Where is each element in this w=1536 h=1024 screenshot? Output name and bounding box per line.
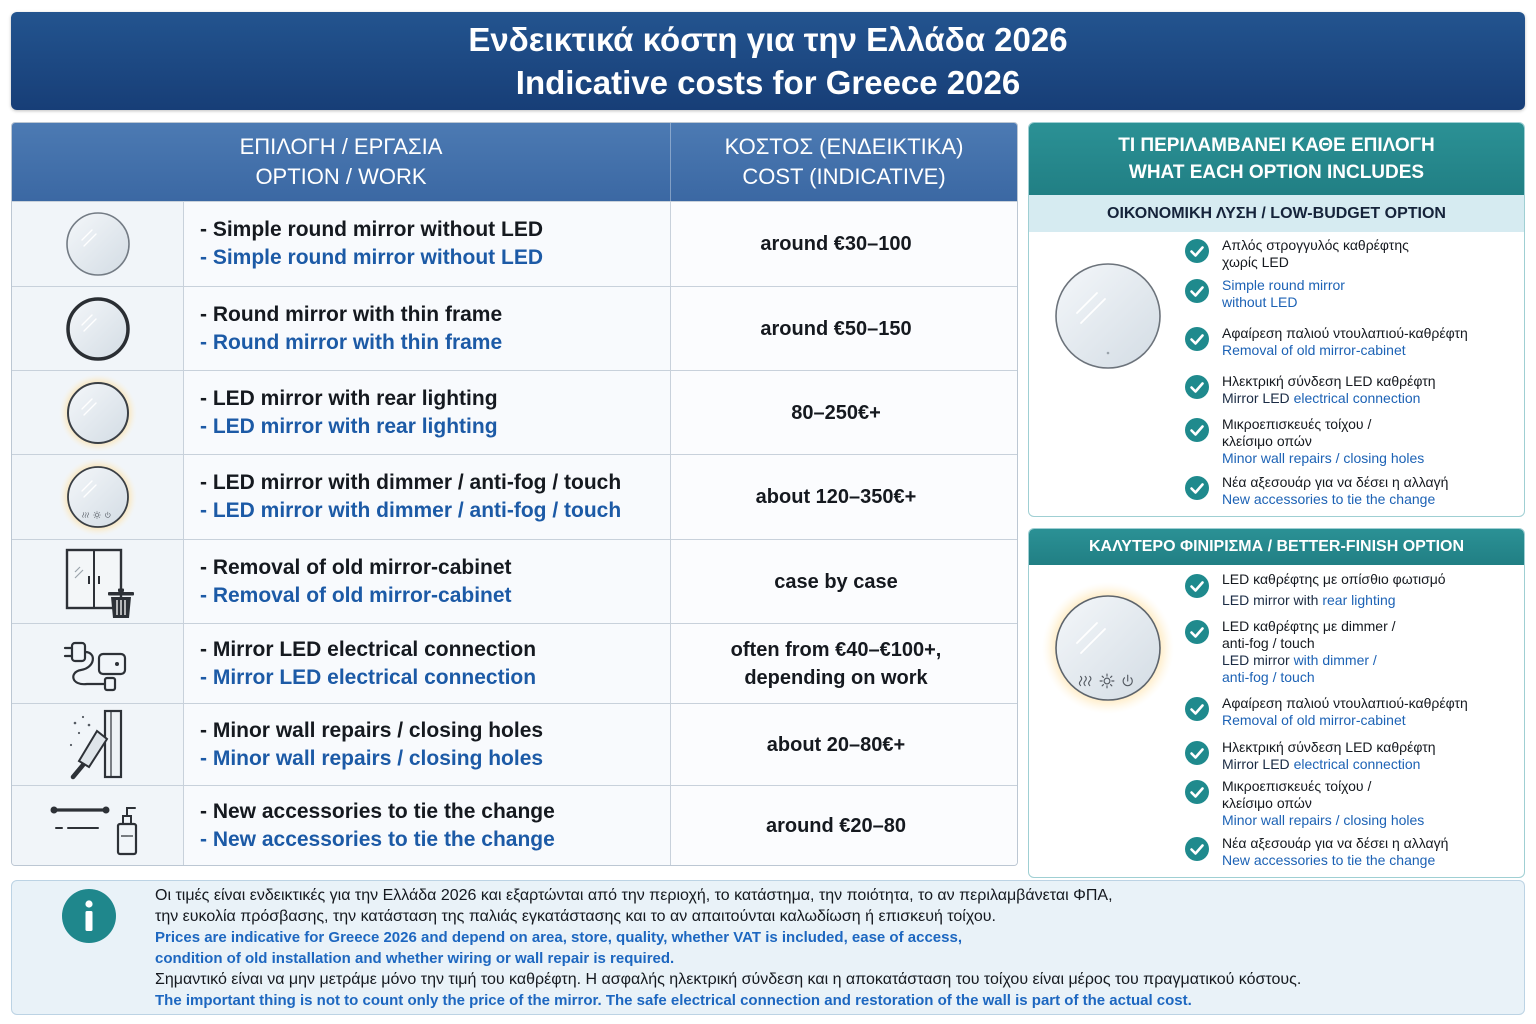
- include-item-english-part: with dimmer /: [1293, 652, 1377, 668]
- check-icon: [1185, 837, 1209, 861]
- bathroom-accessories-icon: [48, 786, 148, 866]
- option-label-translation: - LED mirror with dimmer / anti-fog / touch: [200, 499, 622, 522]
- include-item-english-part: electrical connection: [1293, 390, 1421, 406]
- smart-led-mirror-icon: [1041, 581, 1175, 715]
- option-label-translation: - LED mirror with rear lighting: [200, 414, 498, 438]
- cost-value: about 20–80€+: [766, 733, 906, 756]
- include-item-english: [1222, 590, 1446, 611]
- led-backlit-mirror-icon: [53, 373, 143, 453]
- note-line-english: condition of old installation and whether wiring or wall repair is required.: [155, 950, 675, 967]
- note-line-english: The important thing is not to count only the price of the mirror. The safe electrical connection and restoration of the wall is part of the actual cost.: [155, 992, 1192, 1009]
- include-item-greek: Ηλεκτρική σύνδεση LED καθρέφτη: [1222, 373, 1436, 389]
- check-icon: [1185, 239, 1209, 263]
- option-label-translation: - New accessories to tie the change: [200, 827, 555, 851]
- framed-round-mirror-icon: [53, 289, 143, 369]
- include-item-english: Minor wall repairs / closing holes: [1222, 450, 1425, 466]
- disclaimer-note: [11, 880, 1525, 1015]
- include-item: [1185, 778, 1424, 829]
- check-icon: [1185, 279, 1209, 303]
- column-header-cost: [671, 123, 1017, 201]
- option-label: - Minor wall repairs / closing holes: [200, 718, 544, 742]
- option-label: - New accessories to tie the change: [200, 799, 555, 823]
- include-item-english-part: Mirror LED: [1222, 756, 1294, 772]
- page-title-greek: Ενδεικτικά κόστη για την Ελλάδα 2026: [468, 21, 1068, 58]
- table-row-cost: [671, 286, 1017, 370]
- include-item: [1185, 618, 1396, 686]
- include-item: [1185, 416, 1424, 467]
- include-item: [1185, 739, 1436, 773]
- cost-value: 80–250€+: [791, 401, 881, 424]
- include-item-greek: Μικροεπισκευές τοίχου /: [1222, 416, 1372, 432]
- includes-panel-title: [1029, 123, 1524, 195]
- option-label-translation: - Round mirror with thin frame: [200, 330, 503, 354]
- include-item-greek: anti-fog / touch: [1222, 635, 1315, 651]
- check-icon: [1185, 476, 1209, 500]
- cost-table: [11, 122, 1018, 866]
- table-row-icon-cell: [12, 201, 184, 286]
- check-icon: [1185, 574, 1209, 598]
- includes-panel-better-finish: [1028, 528, 1525, 878]
- include-item-english: [1222, 652, 1396, 669]
- page-title-english: Indicative costs for Greece 2026: [515, 64, 1021, 101]
- include-item-english: without LED: [1222, 294, 1298, 310]
- cost-value-note: depending on work: [744, 666, 928, 689]
- table-row-option: [184, 286, 671, 370]
- check-icon: [1185, 780, 1209, 804]
- option-label-translation: - Minor wall repairs / closing holes: [200, 746, 544, 770]
- include-item-greek: χωρίς LED: [1222, 254, 1289, 270]
- include-item-greek: Μικροεπισκευές τοίχου /: [1222, 778, 1372, 794]
- includes-title-english: WHAT EACH OPTION INCLUDES: [1128, 162, 1425, 183]
- table-row-cost: [671, 201, 1017, 286]
- table-row-icon-cell: [12, 454, 184, 539]
- include-item-greek: Ηλεκτρική σύνδεση LED καθρέφτη: [1222, 739, 1436, 755]
- check-icon: [1185, 697, 1209, 721]
- include-item-greek: κλείσιμο οπών: [1222, 795, 1312, 811]
- include-item-english: Removal of old mirror-cabinet: [1222, 712, 1406, 728]
- include-item-greek: Νέα αξεσουάρ για να δέσει η αλλαγή: [1222, 835, 1449, 851]
- title-banner: [11, 12, 1525, 110]
- column-header-cost-greek: ΚΟΣΤΟΣ (ΕΝΔΕΙΚΤΙΚΑ): [724, 134, 964, 159]
- option-label-translation: - Mirror LED electrical connection: [200, 665, 537, 689]
- include-item-english: Removal of old mirror-cabinet: [1222, 342, 1406, 358]
- include-item: [1185, 325, 1468, 359]
- table-row-icon-cell: [12, 623, 184, 703]
- cost-value: around €50–150: [760, 317, 912, 340]
- cost-value: case by case: [774, 570, 898, 593]
- better-finish-heading: ΚΑΛΥΤΕΡΟ ΦΙΝΙΡΙΣΜΑ / BETTER-FINISH OPTION: [1029, 529, 1524, 565]
- column-header-option-english: OPTION / WORK: [255, 164, 427, 189]
- table-row-option: [184, 454, 671, 539]
- include-item-english: New accessories to tie the change: [1222, 852, 1436, 868]
- include-item-greek: Νέα αξεσουάρ για να δέσει η αλλαγή: [1222, 474, 1449, 490]
- table-row-option: [184, 201, 671, 286]
- table-row-option: [184, 785, 671, 865]
- include-item-greek: LED καθρέφτης με dimmer /: [1222, 618, 1396, 634]
- include-item: [1185, 373, 1436, 407]
- option-label-translation: - Removal of old mirror-cabinet: [200, 583, 512, 607]
- check-icon: [1185, 741, 1209, 765]
- table-row-cost: [671, 785, 1017, 865]
- table-row-icon-cell: [12, 286, 184, 370]
- check-icon: [1185, 418, 1209, 442]
- info-icon: [62, 889, 116, 943]
- table-row-icon-cell: [12, 370, 184, 454]
- include-item-english: Minor wall repairs / closing holes: [1222, 812, 1425, 828]
- cost-value: around €20–80: [765, 814, 907, 837]
- table-row-cost: [671, 539, 1017, 623]
- include-item-greek: κλείσιμο οπών: [1222, 433, 1312, 449]
- include-item-english: [1222, 756, 1436, 773]
- include-item-greek: Απλός στρογγυλός καθρέφτης: [1222, 237, 1409, 253]
- table-row-cost: [671, 623, 1017, 703]
- column-header-option-greek: ΕΠΙΛΟΓΗ / ΕΡΓΑΣΙΑ: [239, 134, 443, 159]
- include-item-greek: LED καθρέφτης με οπίσθιο φωτισμό: [1222, 571, 1446, 587]
- includes-panel-low-budget: [1028, 122, 1525, 517]
- include-item: [1185, 474, 1448, 508]
- include-item-english-part: rear lighting: [1322, 592, 1396, 608]
- round-mirror-icon: [1047, 255, 1169, 377]
- table-row-icon-cell: [12, 703, 184, 785]
- option-label: - Simple round mirror without LED: [200, 218, 543, 241]
- electrical-plug-icon: [53, 624, 143, 704]
- note-line-greek: Οι τιμές είναι ενδεικτικές για την Ελλάδα 2026 και εξαρτώνται από την περιοχή, το κατάστημα, την ποιότητα, το αν περιλαμβάνεται ΦΠΑ,: [155, 887, 1113, 904]
- include-item: [1185, 277, 1345, 311]
- column-header-option: [12, 123, 671, 201]
- option-label: - LED mirror with dimmer / anti-fog / touch: [200, 471, 622, 494]
- include-item-english: [1222, 390, 1436, 407]
- include-item-english-part: LED mirror with: [1222, 592, 1323, 608]
- include-item-english: [1222, 669, 1396, 686]
- include-item-english-part: Mirror LED: [1222, 390, 1294, 406]
- table-row-cost: [671, 454, 1017, 539]
- table-row-option: [184, 370, 671, 454]
- cost-value: often from €40–€100+,: [730, 638, 942, 661]
- option-label: - LED mirror with rear lighting: [200, 386, 498, 410]
- cabinet-removal-icon: [53, 542, 143, 622]
- include-item-greek: Αφαίρεση παλιού ντουλαπιού-καθρέφτη: [1222, 695, 1468, 711]
- smart-led-mirror-icon: [53, 457, 143, 537]
- option-label: - Round mirror with thin frame: [200, 302, 503, 326]
- table-row-cost: [671, 370, 1017, 454]
- include-item: [1185, 695, 1468, 729]
- table-row-cost: [671, 703, 1017, 785]
- check-icon: [1185, 620, 1209, 644]
- include-item-english-part: anti-fog / touch: [1222, 669, 1315, 685]
- table-row-icon-cell: [12, 539, 184, 623]
- include-item-greek: Αφαίρεση παλιού ντουλαπιού-καθρέφτη: [1222, 325, 1468, 341]
- table-row-option: [184, 703, 671, 785]
- check-icon: [1185, 375, 1209, 399]
- include-item: [1185, 835, 1448, 869]
- include-item: [1185, 569, 1446, 611]
- wall-repair-icon: [53, 705, 143, 785]
- table-row-option: [184, 539, 671, 623]
- include-item: [1185, 237, 1409, 271]
- note-line-greek: Σημαντικό είναι να μην μετράμε μόνο την τιμή του καθρέφτη. Η ασφαλής ηλεκτρική σύνδεση και η αποκατάσταση του τοίχου είναι μέρος του πραγματικού κόστους.: [155, 971, 1302, 988]
- include-item-english: Simple round mirror: [1222, 277, 1345, 293]
- table-row-icon-cell: [12, 785, 184, 865]
- include-item-english: New accessories to tie the change: [1222, 491, 1436, 507]
- cost-value: around €30–100: [760, 233, 912, 255]
- note-line-greek: την ευκολία πρόσβασης, την κατάσταση της παλιάς εγκατάστασης και το αν απαιτούνται καλωδίωση ή επισκευή τοίχου.: [155, 908, 996, 925]
- low-budget-heading: ΟΙΚΟΝΟΜΙΚΗ ΛΥΣΗ / LOW-BUDGET OPTION: [1029, 195, 1524, 232]
- column-header-cost-english: COST (INDICATIVE): [742, 164, 946, 189]
- note-line-english: Prices are indicative for Greece 2026 and depend on area, store, quality, whether VAT is included, ease of access,: [155, 929, 962, 946]
- round-mirror-icon: [53, 204, 143, 284]
- cost-value: about 120–350€+: [755, 486, 917, 508]
- include-item-english-part: electrical connection: [1293, 756, 1421, 772]
- option-label: - Mirror LED electrical connection: [200, 637, 537, 661]
- table-row-option: [184, 623, 671, 703]
- include-item-english-part: LED mirror: [1222, 652, 1294, 668]
- includes-title-greek: ΤΙ ΠΕΡΙΛΑΜΒΑΝΕΙ ΚΑΘΕ ΕΠΙΛΟΓΗ: [1118, 135, 1435, 156]
- check-icon: [1185, 327, 1209, 351]
- option-label-translation: - Simple round mirror without LED: [200, 246, 543, 269]
- option-label: - Removal of old mirror-cabinet: [200, 555, 512, 579]
